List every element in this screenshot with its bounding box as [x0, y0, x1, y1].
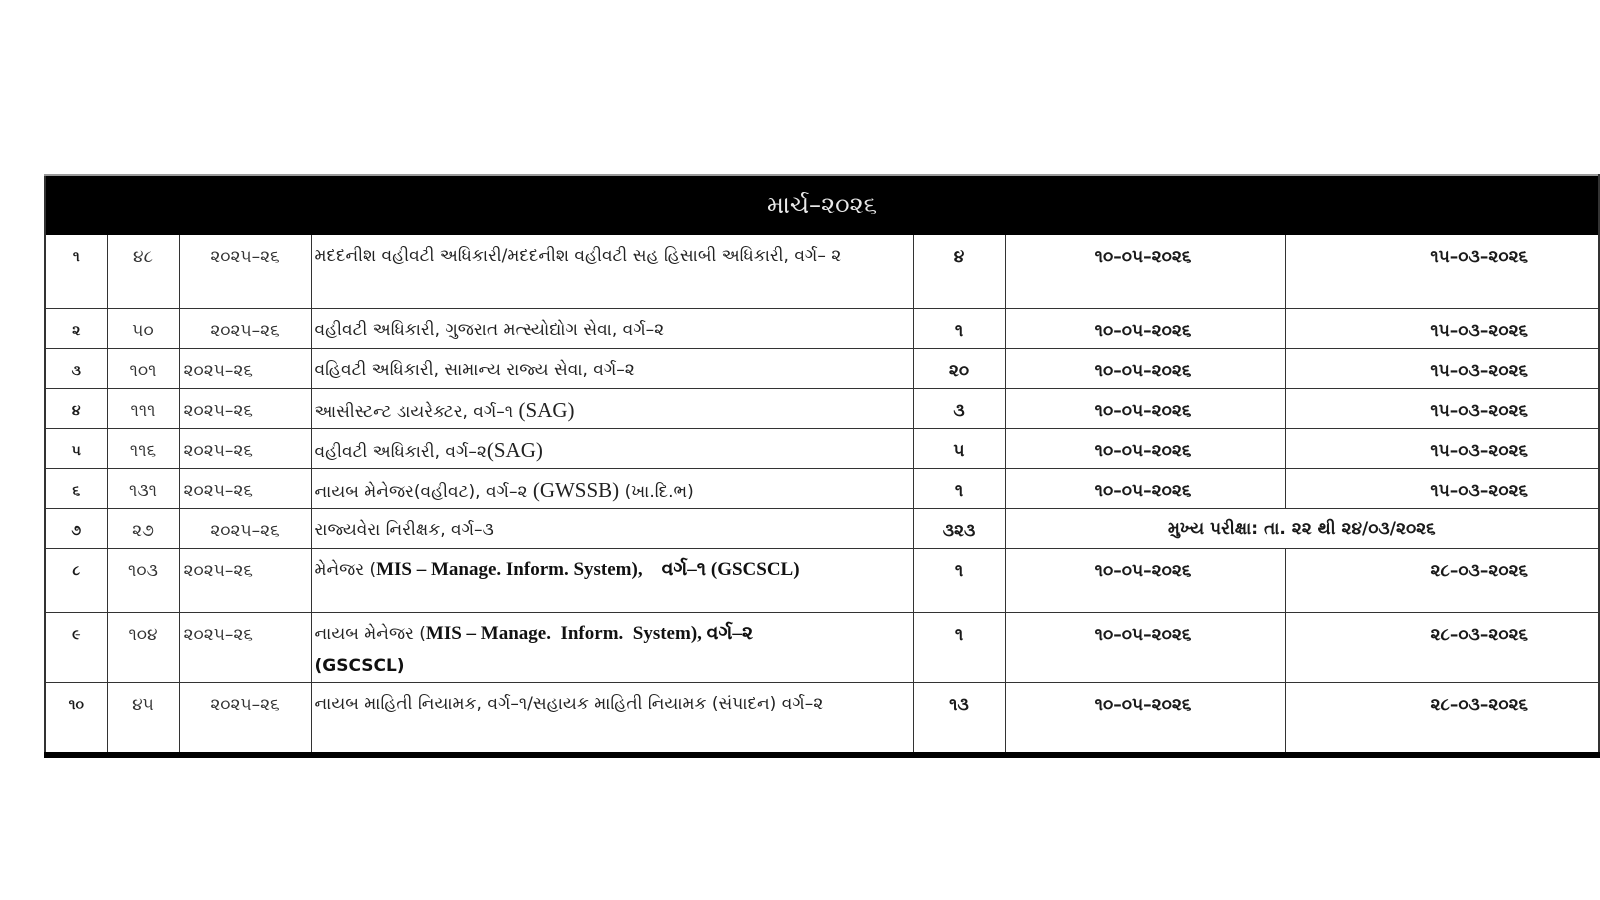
- advertisement-number: ૧૧૧: [107, 389, 179, 429]
- table-row: [45, 349, 1599, 389]
- advertisement-number: ૧૧૬: [107, 429, 179, 469]
- post-name: [311, 389, 913, 429]
- serial-number: ૮: [45, 549, 107, 613]
- post-name-suffix: (GSCSCL): [314, 656, 405, 676]
- year: ૨૦૨૫–૨૬: [179, 683, 311, 755]
- serial-number: ૧૦: [45, 683, 107, 755]
- table-row: [45, 235, 1599, 309]
- posts-count: ૧: [913, 549, 1005, 613]
- post-name-bold: MIS – Manage. Inform. System), વર્ગ–૨: [425, 623, 754, 644]
- post-name: મદદનીશ વહીવટી અધિકારી/મદદનીશ વહીવટી સહ હિસાબી અધિકારી, વર્ગ– ૨: [311, 235, 913, 309]
- advertisement-number: ૪૮: [107, 235, 179, 309]
- post-name: [311, 429, 913, 469]
- post-name-text: નાયબ મેનેજર(વહીવટ), વર્ગ–૨: [314, 482, 533, 502]
- year: ૨૦૨૫–૨૬: [179, 349, 311, 389]
- prelim-exam-date: ૧૦–૦૫–૨૦૨૬: [1005, 349, 1285, 389]
- table-row: [45, 389, 1599, 429]
- advertisement-number: ૧૩૧: [107, 469, 179, 509]
- result-date: ૨૮–૦૩–૨૦૨૬: [1285, 613, 1599, 683]
- result-date: ૧૫–૦૩–૨૦૨૬: [1285, 469, 1599, 509]
- post-name-latin: (GWSSB): [532, 478, 620, 502]
- serial-number: ૪: [45, 389, 107, 429]
- result-date: ૧૫–૦૩–૨૦૨૬: [1285, 389, 1599, 429]
- serial-number: ૯: [45, 613, 107, 683]
- serial-number: ૨: [45, 309, 107, 349]
- result-date: ૧૫–૦૩–૨૦૨૬: [1285, 235, 1599, 309]
- post-name-text: મેનેજર (: [314, 560, 377, 580]
- prelim-exam-date: ૧૦–૦૫–૨૦૨૬: [1005, 309, 1285, 349]
- post-name: નાયબ માહિતી નિયામક, વર્ગ–૧/સહાયક માહિતી નિયામક (સંપાદન) વર્ગ–૨: [311, 683, 913, 755]
- serial-number: ૫: [45, 429, 107, 469]
- posts-count: ૩: [913, 389, 1005, 429]
- prelim-exam-date: ૧૦–૦૫–૨૦૨૬: [1005, 469, 1285, 509]
- prelim-exam-date: ૧૦–૦૫–૨૦૨૬: [1005, 429, 1285, 469]
- post-name-suffix: (ખા.દિ.ભ): [619, 482, 694, 502]
- post-name-bold: MIS – Manage. Inform. System),: [376, 559, 643, 580]
- year: ૨૦૨૫–૨૬: [179, 429, 311, 469]
- main-exam-note: મુખ્ય પરીક્ષા: તા. ૨૨ થી ૨૪/૦૩/૨૦૨૬: [1005, 509, 1599, 549]
- result-date: ૨૮–૦૩–૨૦૨૬: [1285, 549, 1599, 613]
- post-name: [311, 549, 913, 613]
- prelim-exam-date: ૧૦–૦૫–૨૦૨૬: [1005, 235, 1285, 309]
- posts-count: ૩૨૩: [913, 509, 1005, 549]
- advertisement-number: ૫૦: [107, 309, 179, 349]
- posts-count: ૧: [913, 309, 1005, 349]
- serial-number: ૧: [45, 235, 107, 309]
- table-row: [45, 683, 1599, 755]
- post-name-text: નાયબ મેનેજર (: [314, 624, 426, 644]
- result-date: ૧૫–૦૩–૨૦૨૬: [1285, 429, 1599, 469]
- table-row: [45, 309, 1599, 349]
- year: ૨૦૨૫–૨૬: [179, 235, 311, 309]
- table-row: [45, 429, 1599, 469]
- year: ૨૦૨૫–૨૬: [179, 549, 311, 613]
- advertisement-number: ૧૦૧: [107, 349, 179, 389]
- exam-schedule-table: [44, 174, 1600, 758]
- post-name-suffix: વર્ગ–૧ (GSCSCL): [642, 559, 800, 580]
- result-date: ૧૫–૦૩–૨૦૨૬: [1285, 309, 1599, 349]
- year: ૨૦૨૫–૨૬: [179, 613, 311, 683]
- posts-count: ૪: [913, 235, 1005, 309]
- table-row: [45, 549, 1599, 613]
- post-name: [311, 469, 913, 509]
- prelim-exam-date: ૧૦–૦૫–૨૦૨૬: [1005, 389, 1285, 429]
- year: ૨૦૨૫–૨૬: [179, 309, 311, 349]
- prelim-exam-date: ૧૦–૦૫–૨૦૨૬: [1005, 549, 1285, 613]
- post-name-latin: (SAG): [518, 398, 575, 422]
- posts-count: ૧: [913, 469, 1005, 509]
- posts-count: ૫: [913, 429, 1005, 469]
- advertisement-number: ૪૫: [107, 683, 179, 755]
- serial-number: ૭: [45, 509, 107, 549]
- post-name: [311, 613, 913, 683]
- prelim-exam-date: ૧૦–૦૫–૨૦૨૬: [1005, 613, 1285, 683]
- posts-count: ૧: [913, 613, 1005, 683]
- table-row: [45, 469, 1599, 509]
- table-row: [45, 613, 1599, 683]
- advertisement-number: ૧૦૪: [107, 613, 179, 683]
- post-name-text: આસીસ્ટન્ટ ડાયરેક્ટર, વર્ગ–૧: [314, 402, 519, 422]
- posts-count: ૧૩: [913, 683, 1005, 755]
- table-title-row: [45, 175, 1599, 235]
- posts-count: ૨૦: [913, 349, 1005, 389]
- serial-number: ૬: [45, 469, 107, 509]
- post-name: વહીવટી અધિકારી, ગુજરાત મત્સ્યોદ્યોગ સેવા, વર્ગ–૨: [311, 309, 913, 349]
- prelim-exam-date: ૧૦–૦૫–૨૦૨૬: [1005, 683, 1285, 755]
- post-name: વહિવટી અધિકારી, સામાન્ય રાજ્ય સેવા, વર્ગ–૨: [311, 349, 913, 389]
- year: ૨૦૨૫–૨૬: [179, 509, 311, 549]
- year: ૨૦૨૫–૨૬: [179, 389, 311, 429]
- result-date: ૧૫–૦૩–૨૦૨૬: [1285, 349, 1599, 389]
- post-name-latin: (SAG): [486, 438, 543, 462]
- post-name-text: વહીવટી અધિકારી, વર્ગ–૨: [314, 442, 487, 462]
- month-title: માર્ચ–૨૦૨૬: [45, 175, 1599, 235]
- advertisement-number: ૨૭: [107, 509, 179, 549]
- result-date: ૨૮–૦૩–૨૦૨૬: [1285, 683, 1599, 755]
- serial-number: ૩: [45, 349, 107, 389]
- post-name: રાજ્યવેરા નિરીક્ષક, વર્ગ–૩: [311, 509, 913, 549]
- year: ૨૦૨૫–૨૬: [179, 469, 311, 509]
- table-row: [45, 509, 1599, 549]
- advertisement-number: ૧૦૩: [107, 549, 179, 613]
